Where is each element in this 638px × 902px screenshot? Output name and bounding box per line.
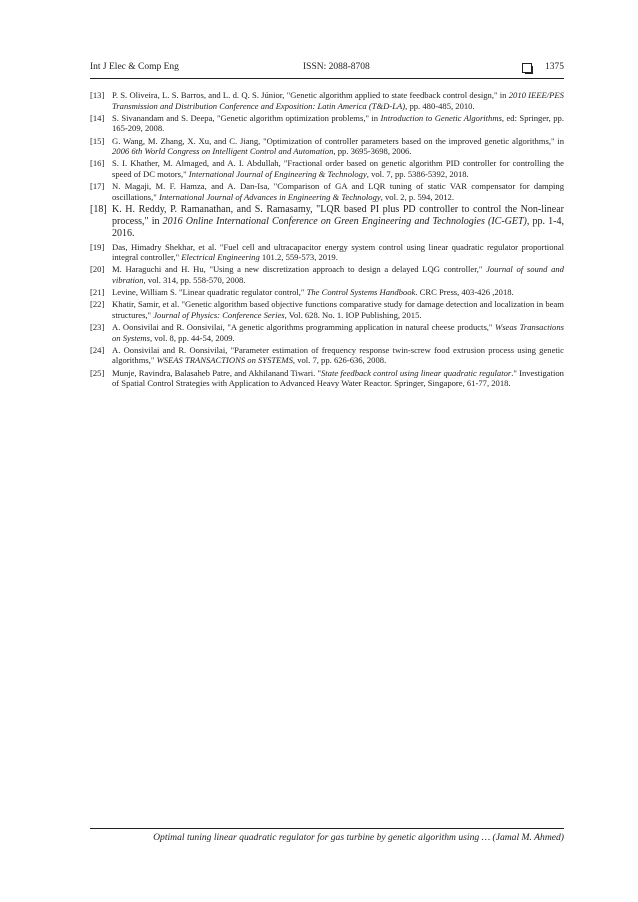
reference-text: K. H. Reddy, P. Ramanathan, and S. Ramasamy, "LQR based PI plus PD controller to control the Non-linear process," in <box>112 203 564 227</box>
reference-item <box>90 264 564 285</box>
reference-number: [18] <box>90 203 107 215</box>
reference-number: [19] <box>90 241 105 252</box>
reference-item <box>90 136 564 157</box>
reference-number: [22] <box>90 299 105 310</box>
running-footer <box>90 828 564 852</box>
reference-venue: State feedback control using linear quadratic regulator <box>321 367 512 378</box>
reference-number: [24] <box>90 344 105 355</box>
reference-text: S. Sivanandam and S. Deepa, "Genetic algorithm optimization problems," in <box>112 112 381 123</box>
reference-details: 101.2, 559-573, 2019. <box>259 252 338 263</box>
checkbox-square-icon <box>522 63 532 73</box>
reference-venue: 2016 Online International Conference on Green Engineering and Technologies (IC-GET) <box>162 215 527 227</box>
reference-item <box>90 299 564 320</box>
reference-item <box>90 181 564 202</box>
reference-details: , Vol. 628. No. 1. IOP Publishing, 2015. <box>284 309 422 320</box>
reference-number: [21] <box>90 287 105 298</box>
reference-venue: The Control Systems Handbook <box>306 287 416 298</box>
reference-item <box>90 322 564 343</box>
reference-venue: International Journal of Advances in Engineering & Technology <box>158 191 381 202</box>
reference-venue: Wseas Transactions on Systems <box>112 322 564 343</box>
reference-details: , vol. 7, pp. 626-636, 2008. <box>292 355 387 366</box>
reference-item <box>90 90 564 111</box>
reference-venue: Electrical Engineering <box>181 252 260 263</box>
running-header <box>90 60 564 79</box>
reference-details: , vol. 7, pp. 5386-5392, 2018. <box>366 168 469 179</box>
reference-venue: International Journal of Engineering & Technology <box>188 168 367 179</box>
issn: ISSN: 2088-8708 <box>303 62 370 72</box>
reference-item <box>90 158 564 179</box>
reference-item <box>90 242 564 263</box>
reference-details: ." Investigation of Spatial Control Strategies with Application to Advanced Heavy Water Reactor. Springer, Singapore, 61-77, 2018. <box>112 367 564 389</box>
reference-item <box>90 113 564 134</box>
reference-details: . CRC Press, 403-426 ,2018. <box>415 287 514 298</box>
reference-text: A. Oonsivilai and R. Oonsivilai, "A genetic algorithms programming application in natural cheese products," <box>112 322 496 333</box>
reference-item <box>90 368 564 389</box>
reference-list <box>90 90 564 390</box>
reference-details: , vol. 2, p. 594, 2012. <box>380 191 454 202</box>
reference-details: , pp. 3695-3698, 2006. <box>333 146 412 157</box>
reference-number: [13] <box>90 90 105 100</box>
reference-venue: 2010 IEEE/PES Transmission and Distribution Conference and Exposition: Latin America (T&D-LA) <box>112 90 564 111</box>
reference-number: [15] <box>90 135 105 146</box>
reference-number: [14] <box>90 112 105 123</box>
reference-venue: Introduction to Genetic Algorithms <box>380 112 502 123</box>
reference-venue: WSEAS TRANSACTIONS on SYSTEMS <box>156 355 293 366</box>
reference-details: , pp. 480-485, 2010. <box>405 100 475 111</box>
reference-text: S. I. Khather, M. Almaged, and A. I. Abdullah, "Fractional order based on genetic algorithm PID controller for controlling the speed of DC motors," <box>112 158 564 179</box>
reference-text: Levine, William S. "Linear quadratic regulator control," <box>112 287 307 298</box>
reference-text: G. Wang, M. Zhang, X. Xu, and C. Jiang, "Optimization of controller parameters based on the improved genetic algorithms," in <box>112 135 564 146</box>
reference-text: Munje, Ravindra, Balasaheb Patre, and Akhilanand Tiwari. " <box>112 367 321 378</box>
reference-details: vol. 314, pp. 558-570, 2008. <box>145 274 246 285</box>
reference-details: , pp. 1-4, 2016. <box>112 215 564 239</box>
reference-venue: Journal of Physics: Conference Series <box>153 309 285 320</box>
reference-number: [25] <box>90 367 105 378</box>
footer-title: Optimal tuning linear quadratic regulator for gas turbine by genetic algorithm using … (Jamal M. Ahmed) <box>153 832 564 843</box>
journal-abbrev: Int J Elec & Comp Eng <box>90 62 179 72</box>
reference-text: M. Haraguchi and H. Hu, "Using a new discretization approach to design a delayed LQG controller," <box>112 264 487 275</box>
reference-details: , vol. 8, pp. 44-54, 2009. <box>149 332 235 343</box>
reference-text: A. Oonsivilai and R. Oonsivilai, "Parameter estimation of frequency response twin-screw food extrusion process using genetic algorithms," <box>112 344 564 366</box>
reference-text: N. Magaji, M. F. Hamza, and A. Dan-Isa, "Comparison of GA and LQR tuning of static VAR compensator for damping oscillations," <box>112 181 564 202</box>
reference-number: [20] <box>90 264 105 275</box>
reference-item <box>90 345 564 366</box>
reference-text: Khatir, Samir, et al. "Genetic algorithm based objective functions comparative study for damage detection and localization in beam structures," <box>112 299 564 320</box>
reference-venue: 2006 6th World Congress on Intelligent Control and Automation <box>112 146 334 157</box>
reference-venue: Journal of sound and vibration, <box>112 264 564 285</box>
page-number: 1375 <box>545 62 564 72</box>
reference-details: , ed: Springer, pp. 165-209, 2008. <box>112 112 564 134</box>
reference-item <box>90 287 564 298</box>
reference-number: [17] <box>90 181 105 192</box>
reference-text: Das, Himadry Shekhar, et al. "Fuel cell and ultracapacitor energy system control using linear quadratic regulator proportional integral controller," <box>112 241 564 263</box>
reference-text: P. S. Oliveira, L. S. Barros, and L. d. Q. S. Júnior, "Genetic algorithm applied to state feedback control design," in <box>112 90 509 100</box>
reference-item <box>90 204 564 240</box>
reference-number: [23] <box>90 322 105 333</box>
reference-number: [16] <box>90 158 105 169</box>
